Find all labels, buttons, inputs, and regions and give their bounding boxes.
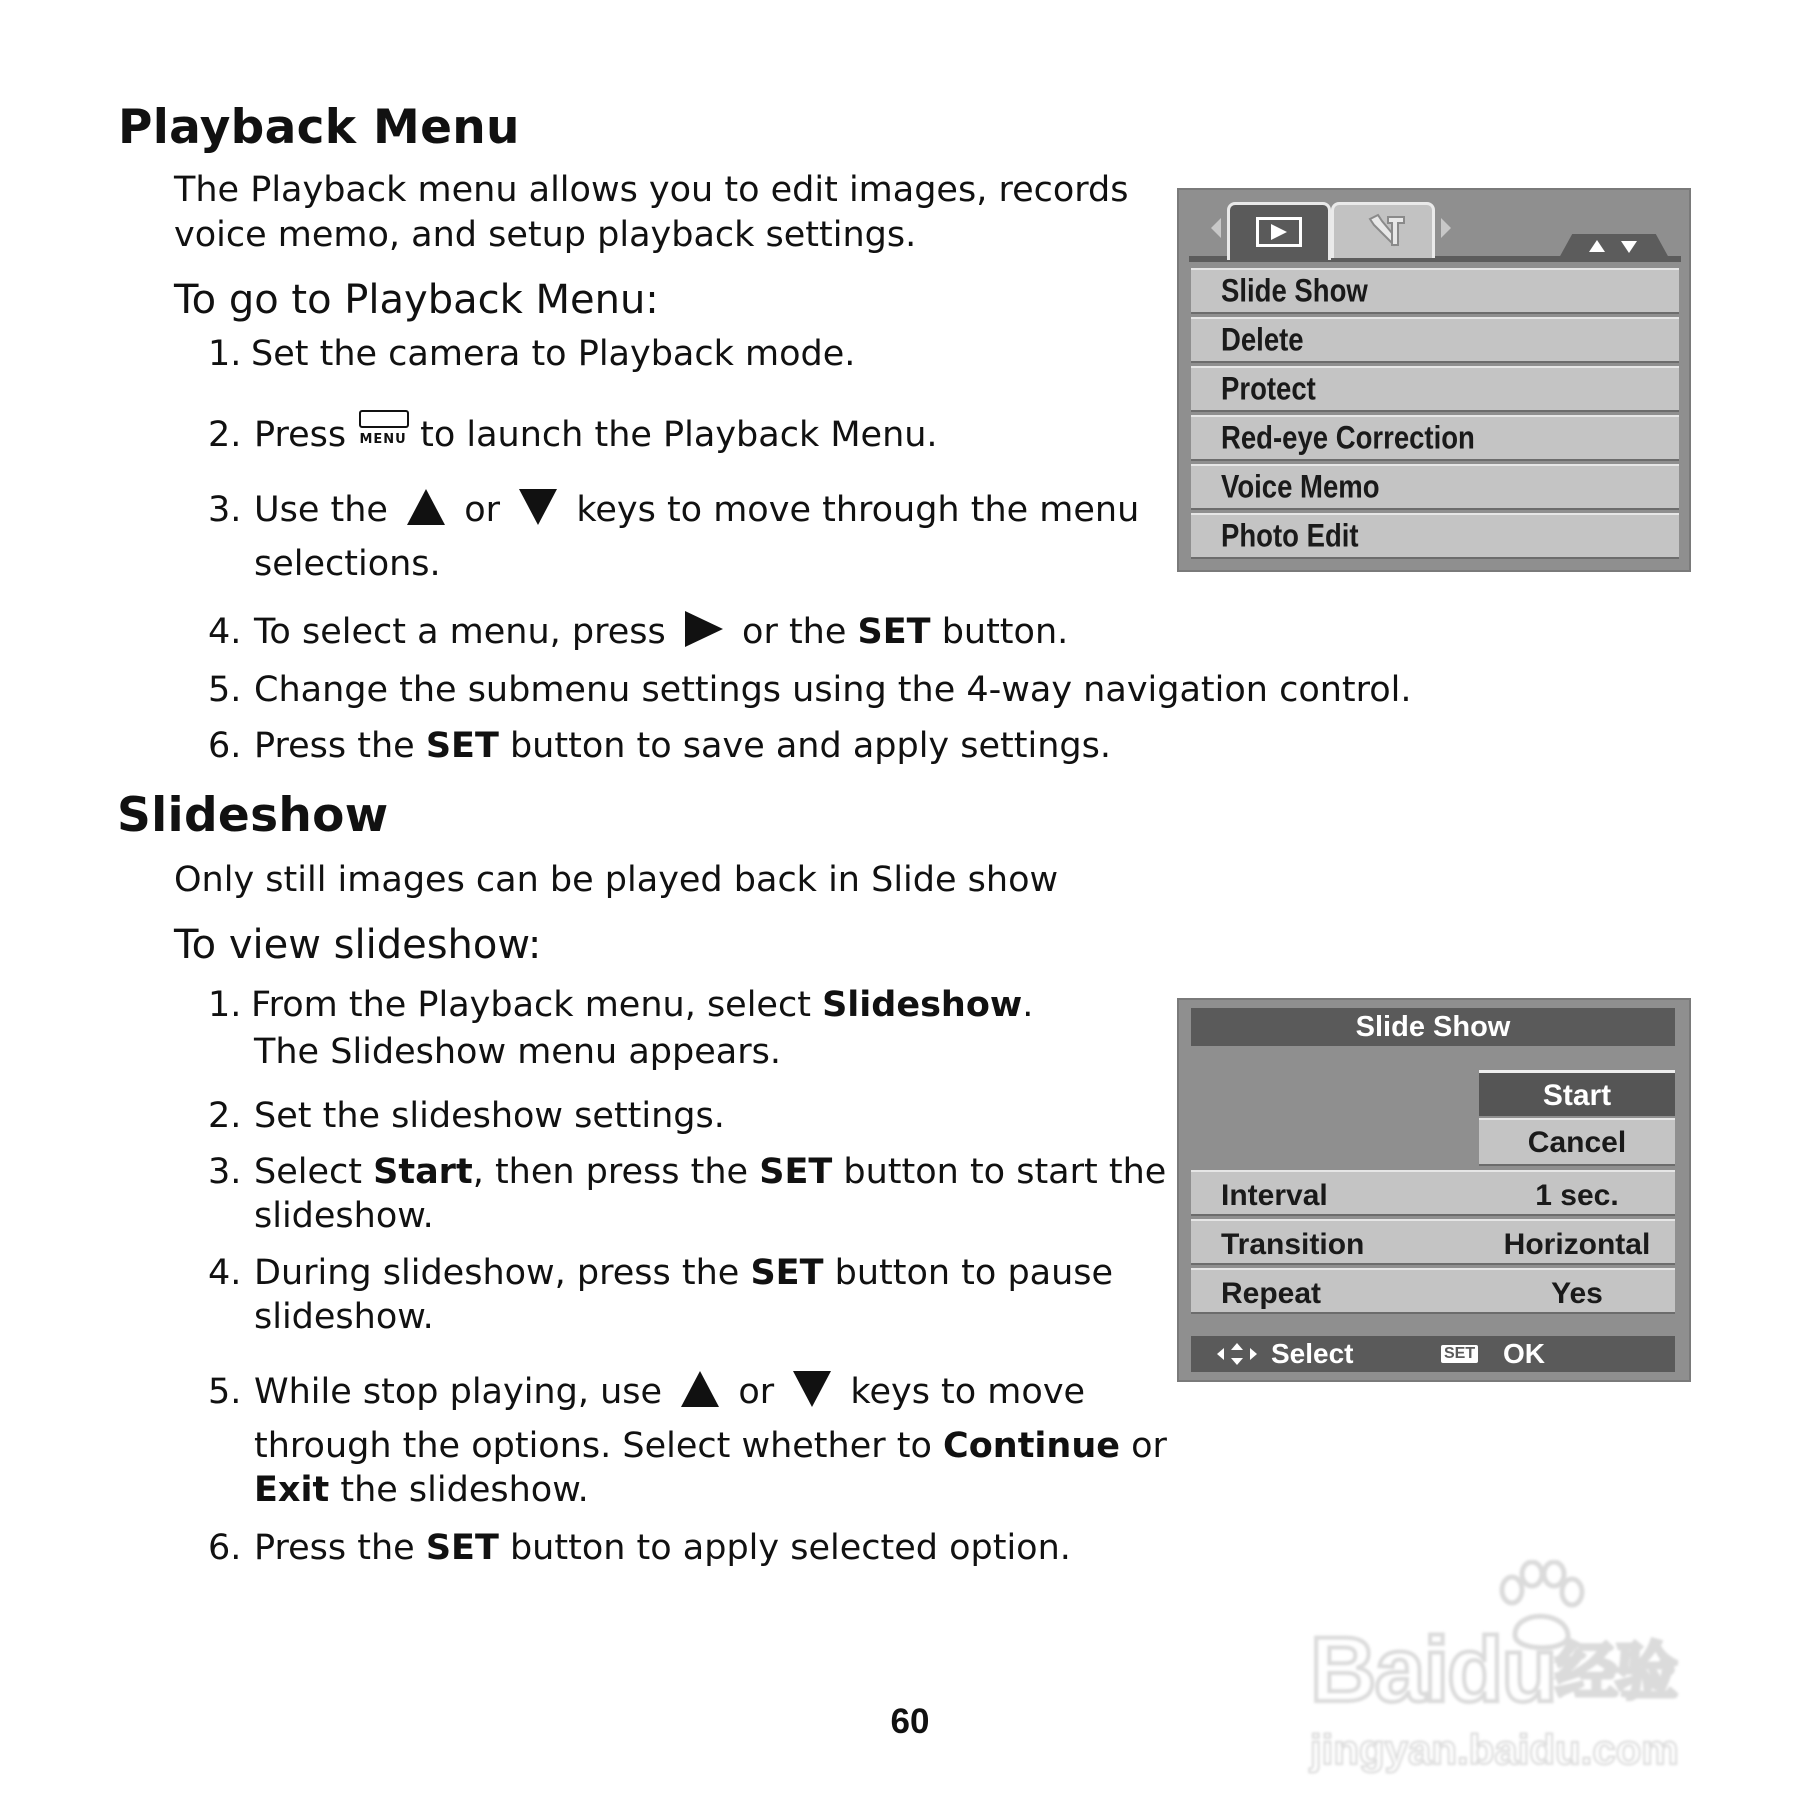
tab-left-arrow-icon[interactable] [1211,218,1221,238]
setting-row-interval[interactable]: Interval 1 sec. [1191,1170,1675,1216]
slideshow-intro: Only still images can be played back in Slide show [174,860,1059,900]
down-arrow-icon [519,489,557,525]
set-key-icon: SET [1441,1345,1478,1363]
tab-playback[interactable] [1227,202,1331,260]
menu-item-voice-memo[interactable]: Voice Memo [1191,464,1679,510]
section-title-slideshow: Slideshow [117,788,389,843]
right-arrow-icon [685,611,723,647]
up-arrow-icon [407,489,445,525]
scroll-indicator [1559,234,1669,258]
footer-ok-label: OK [1503,1338,1545,1369]
menu-key-icon: MENU [356,410,410,450]
playback-icon [1256,217,1302,247]
goto-playback-subtitle: To go to Playback Menu: [174,277,659,323]
slideshow-menu-screen [1177,998,1691,1382]
view-slideshow-subtitle: To view slideshow: [174,922,542,968]
menu-item-slide-show[interactable]: Slide Show [1191,268,1679,314]
watermark-brand: Bai [1310,1619,1448,1721]
wrench-tools-icon [1364,211,1408,251]
start-option[interactable]: Start [1479,1070,1675,1116]
setting-row-transition[interactable]: Transition Horizontal [1191,1219,1675,1265]
screen-footer [1191,1336,1675,1372]
watermark-cn: 经验 [1555,1638,1676,1707]
watermark-brand2: du [1447,1619,1556,1721]
playback-menu-screen [1177,188,1691,572]
menu-item-photo-edit[interactable]: Photo Edit [1191,513,1679,559]
scroll-up-icon [1589,240,1605,252]
footer-select-label: Select [1271,1338,1354,1369]
page-number: 60 [890,1702,930,1741]
setting-row-repeat[interactable]: Repeat Yes [1191,1268,1675,1314]
section-title-playback-menu: Playback Menu [118,100,520,155]
watermark-url: jingyan.baidu.com [1310,1726,1679,1773]
screen-title: Slide Show [1355,1011,1511,1043]
playback-intro [174,168,1129,258]
scroll-down-icon [1621,241,1637,253]
four-way-nav-icon [1217,1342,1257,1366]
down-arrow-icon [793,1371,831,1407]
tab-setup[interactable] [1331,202,1435,258]
screen-title-bar [1191,1008,1675,1046]
baidu-watermark [1300,1560,1740,1780]
menu-item-delete[interactable]: Delete [1191,317,1679,363]
tab-right-arrow-icon[interactable] [1441,218,1451,238]
menu-item-protect[interactable]: Protect [1191,366,1679,412]
menu-item-red-eye-correction[interactable]: Red-eye Correction [1191,415,1679,461]
playback-intro-line1: The Playback menu allows you to edit images, records [174,170,1129,210]
up-arrow-icon [681,1371,719,1407]
playback-intro-line2: voice memo, and setup playback settings. [174,215,917,255]
cancel-option[interactable]: Cancel [1479,1118,1675,1166]
